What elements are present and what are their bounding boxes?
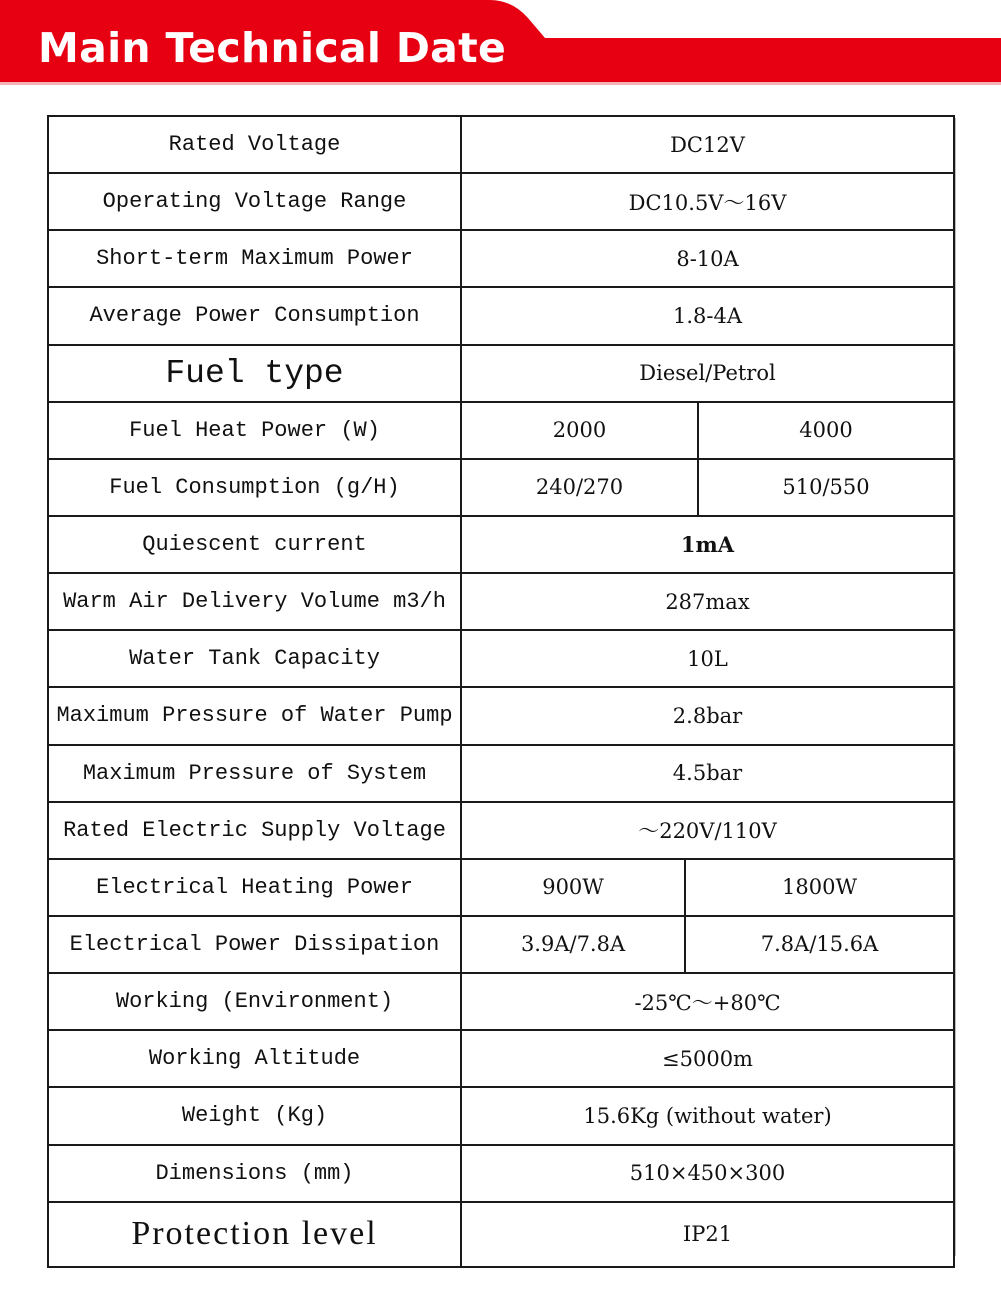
spec-label: Quiescent current	[48, 516, 461, 573]
spec-value: Diesel/Petrol	[461, 345, 954, 402]
spec-value: IP21	[461, 1202, 954, 1267]
spec-label: Fuel type	[48, 345, 461, 402]
table-row	[48, 1202, 954, 1267]
spec-value-b: 1800W	[684, 860, 953, 915]
table-row	[48, 116, 954, 173]
spec-label: Maximum Pressure of System	[48, 745, 461, 802]
table-row	[48, 1087, 954, 1144]
table-row	[48, 973, 954, 1030]
spec-label: Rated Voltage	[48, 116, 461, 173]
header-banner	[0, 0, 1001, 86]
table-row	[48, 287, 954, 344]
spec-value-a: 2000	[552, 418, 607, 443]
table-row	[48, 859, 954, 916]
table-row	[48, 916, 954, 973]
spec-label: Fuel Heat Power (W)	[48, 402, 461, 459]
spec-value: ≤5000m	[461, 1030, 954, 1087]
spec-value: 10L	[461, 630, 954, 687]
page-title: Main Technical Date	[38, 24, 507, 72]
spec-label: Working (Environment)	[48, 973, 461, 1030]
spec-value-b: 510/550	[697, 460, 953, 515]
spec-label: Electrical Heating Power	[48, 859, 461, 916]
spec-label: Rated Electric Supply Voltage	[48, 802, 461, 859]
spec-label: Electrical Power Dissipation	[48, 916, 461, 973]
spec-value-a: 240/270	[535, 475, 624, 500]
spec-label: Protection level	[48, 1202, 461, 1267]
spec-value-a: 900W	[542, 875, 604, 900]
table-row	[48, 630, 954, 687]
spec-value-a: 3.9A/7.8A	[520, 932, 626, 957]
spec-table	[47, 115, 955, 1268]
spec-value: 1.8-4A	[461, 287, 954, 344]
spec-value: 4.5bar	[461, 745, 954, 802]
table-row	[48, 516, 954, 573]
spec-value: 510×450×300	[461, 1145, 954, 1202]
table-row	[48, 802, 954, 859]
spec-value-b: 7.8A/15.6A	[684, 917, 953, 972]
spec-label: Fuel Consumption (g/H)	[48, 459, 461, 516]
table-row	[48, 573, 954, 630]
spec-value: 8-10A	[461, 230, 954, 287]
spec-value-split	[461, 859, 954, 916]
spec-value-split	[461, 459, 954, 516]
spec-value: DC10.5V～16V	[461, 173, 954, 230]
spec-label: Weight (Kg)	[48, 1087, 461, 1144]
spec-value: 287max	[461, 573, 954, 630]
spec-value: 15.6Kg (without water)	[461, 1087, 954, 1144]
table-row	[48, 459, 954, 516]
spec-value: ～220V/110V	[461, 802, 954, 859]
table-row	[48, 745, 954, 802]
spec-value: DC12V	[461, 116, 954, 173]
spec-value: -25℃～+80℃	[461, 973, 954, 1030]
spec-label: Dimensions (mm)	[48, 1145, 461, 1202]
table-row	[48, 1030, 954, 1087]
table-row	[48, 402, 954, 459]
table-row	[48, 1145, 954, 1202]
table-row	[48, 230, 954, 287]
spec-label: Warm Air Delivery Volume m3/h	[48, 573, 461, 630]
table-row	[48, 345, 954, 402]
spec-value: 2.8bar	[461, 687, 954, 744]
spec-value-b: 4000	[697, 403, 953, 458]
spec-value-split	[461, 916, 954, 973]
spec-label: Working Altitude	[48, 1030, 461, 1087]
spec-label: Maximum Pressure of Water Pump	[48, 687, 461, 744]
spec-label: Water Tank Capacity	[48, 630, 461, 687]
spec-label: Operating Voltage Range	[48, 173, 461, 230]
spec-label: Short-term Maximum Power	[48, 230, 461, 287]
spec-label: Average Power Consumption	[48, 287, 461, 344]
spec-value-split	[461, 402, 954, 459]
spec-value: 1mA	[461, 516, 954, 573]
table-row	[48, 687, 954, 744]
table-row	[48, 173, 954, 230]
